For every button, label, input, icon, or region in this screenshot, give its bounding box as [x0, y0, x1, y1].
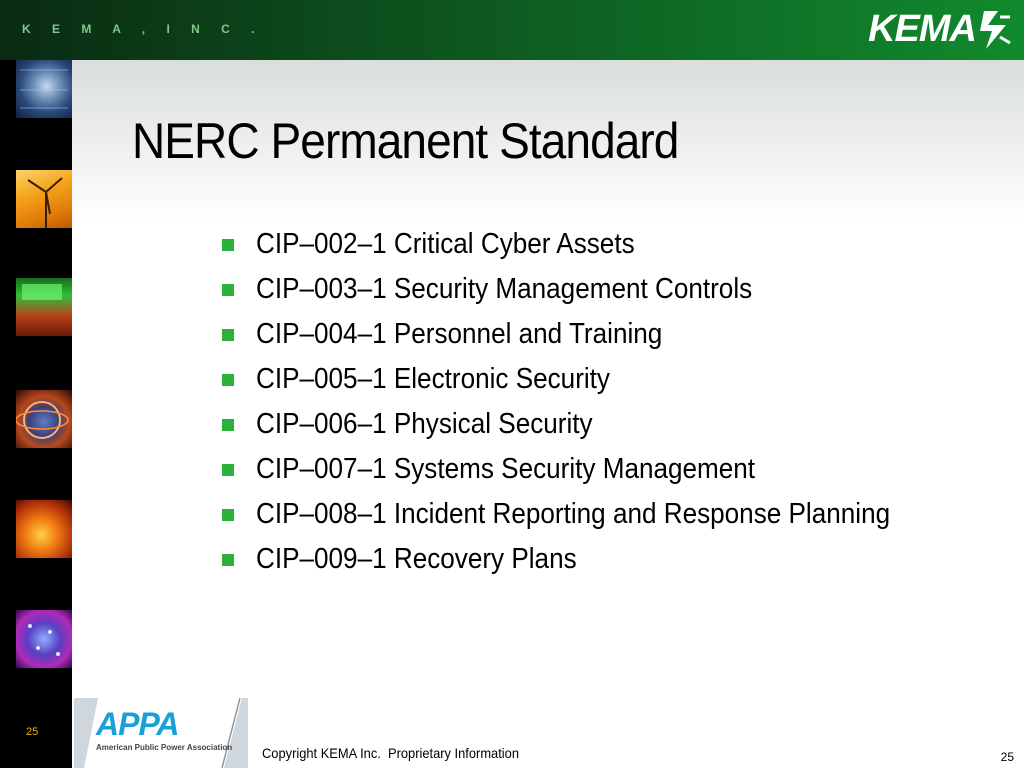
- slide-title: NERC Permanent Standard: [132, 113, 679, 169]
- side-page-number: 25: [26, 726, 39, 738]
- fire-image: [16, 500, 72, 558]
- network-image: [16, 610, 72, 668]
- appa-logo-subtitle: American Public Power Association: [96, 743, 233, 752]
- bullet-item: [222, 357, 1002, 402]
- bullet-item: [222, 492, 1002, 537]
- kema-logo: [868, 6, 1012, 52]
- globe-image: [16, 390, 72, 448]
- wind-turbine-image: [16, 170, 72, 228]
- bullet-text: CIP–009–1 Recovery Plans: [256, 543, 577, 575]
- bullet-text: CIP–007–1 Systems Security Management: [256, 453, 756, 485]
- kema-lightning-icon: [978, 7, 1012, 51]
- bullet-text: CIP–008–1 Incident Reporting and Response Planning: [256, 498, 891, 530]
- bullet-item: [222, 537, 1002, 582]
- circuit-face-image: [16, 60, 72, 118]
- company-tag: K E M A , I N C .: [22, 22, 264, 36]
- footer-page-number: 25: [1000, 750, 1014, 764]
- kema-logo-text: KEMA: [868, 7, 976, 50]
- top-banner: [0, 0, 1024, 60]
- control-panel-image: [16, 278, 72, 336]
- bullet-list: [222, 222, 1002, 582]
- bullet-square-icon: [222, 554, 234, 566]
- bullet-text: CIP–002–1 Critical Cyber Assets: [256, 228, 635, 260]
- bullet-text: CIP–004–1 Personnel and Training: [256, 318, 663, 350]
- bullet-item: [222, 222, 1002, 267]
- bullet-square-icon: [222, 329, 234, 341]
- appa-logo: [74, 698, 248, 768]
- bullet-square-icon: [222, 509, 234, 521]
- appa-logo-text: APPA: [96, 706, 179, 742]
- bullet-square-icon: [222, 419, 234, 431]
- bullet-text: CIP–005–1 Electronic Security: [256, 363, 610, 395]
- bullet-text: CIP–003–1 Security Management Controls: [256, 273, 753, 305]
- bullet-square-icon: [222, 374, 234, 386]
- bullet-item: [222, 402, 1002, 447]
- bullet-square-icon: [222, 284, 234, 296]
- bullet-square-icon: [222, 239, 234, 251]
- bullet-text: CIP–006–1 Physical Security: [256, 408, 593, 440]
- bullet-item: [222, 447, 1002, 492]
- footer-copyright: Copyright KEMA Inc. Proprietary Information: [262, 745, 519, 761]
- bullet-item: [222, 267, 1002, 312]
- bullet-square-icon: [222, 464, 234, 476]
- bullet-item: [222, 312, 1002, 357]
